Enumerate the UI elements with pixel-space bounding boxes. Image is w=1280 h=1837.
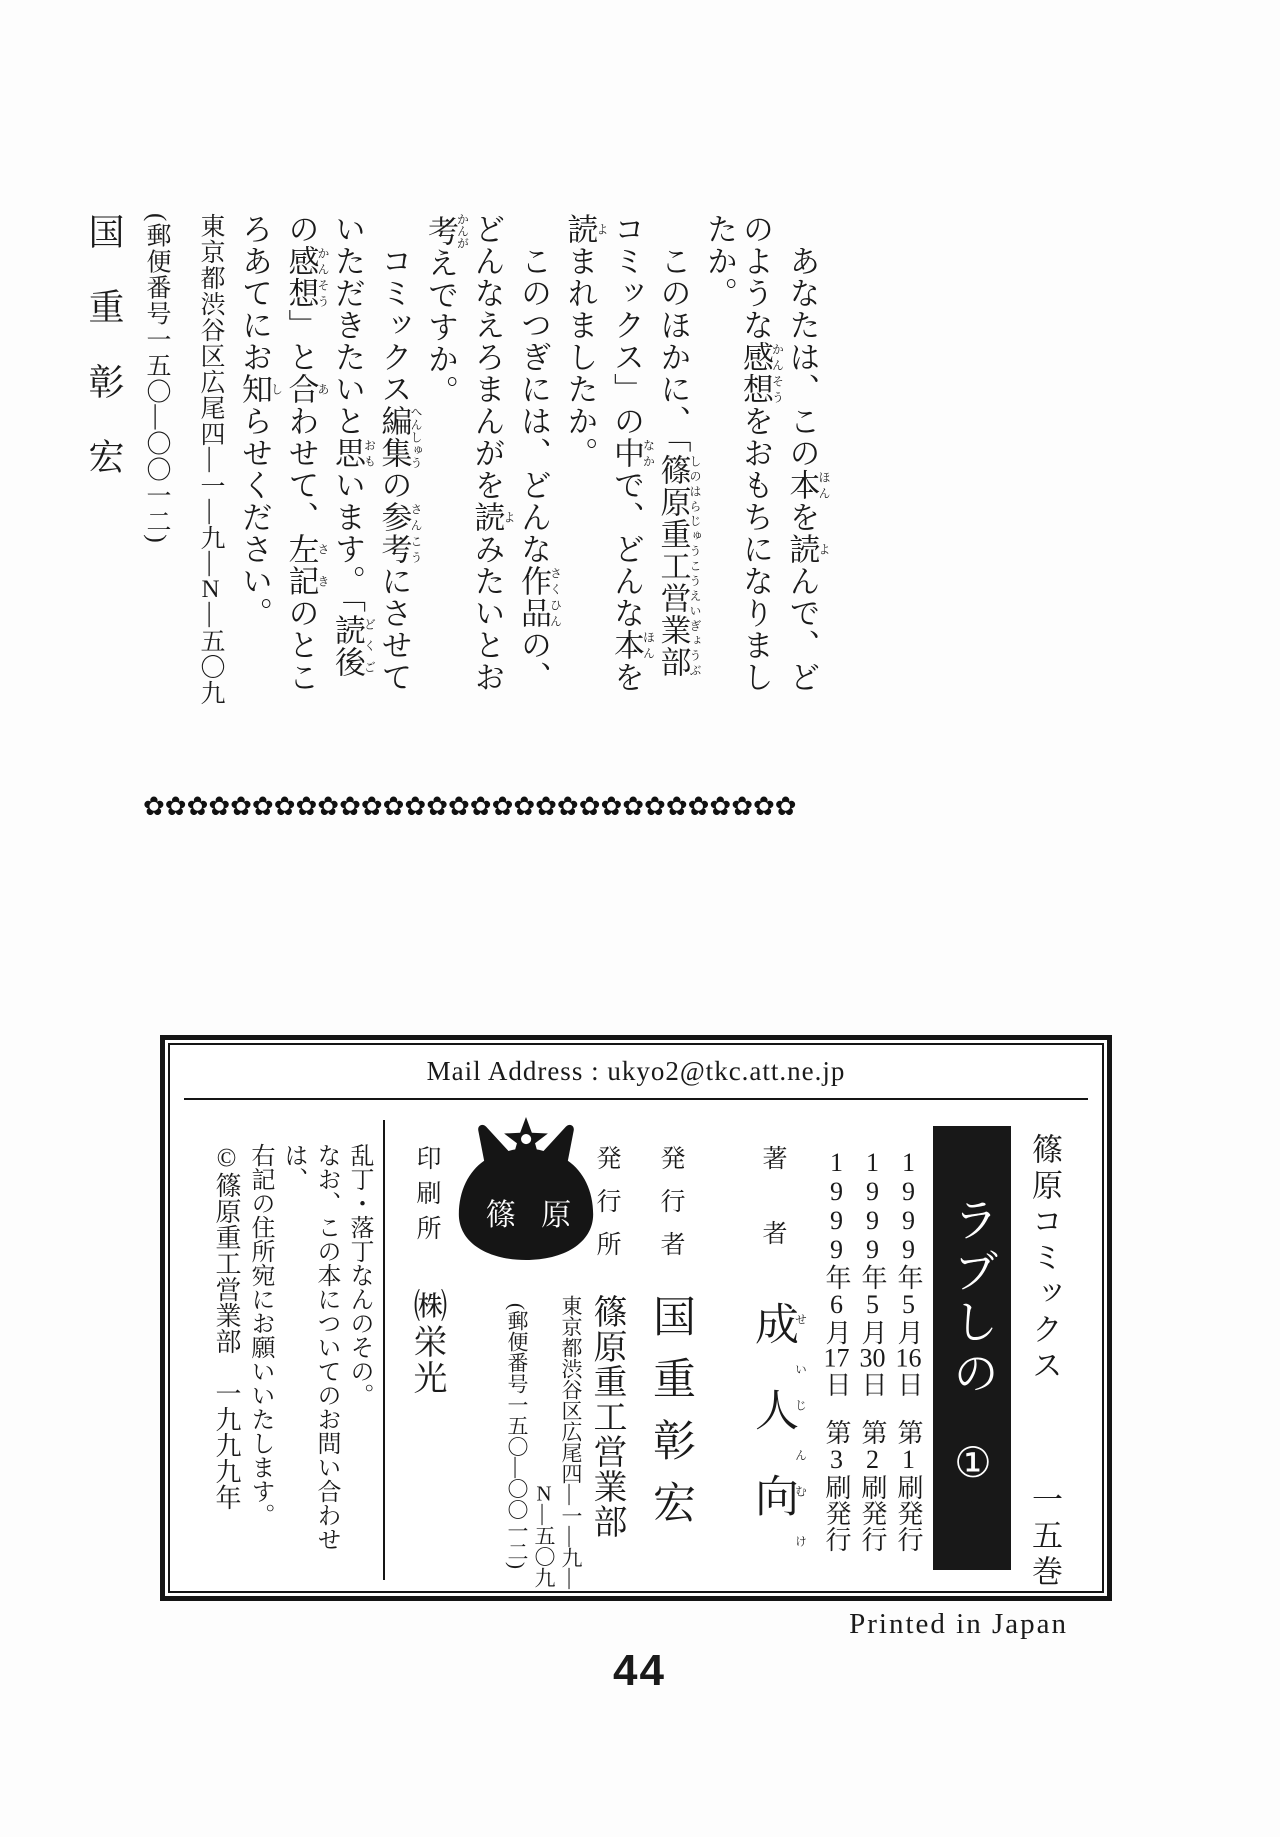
office-address-line: N―五〇九	[532, 1483, 556, 1588]
questionnaire-column: コミックス」の中なかで、どんな本ほんを	[609, 213, 656, 693]
title-block	[933, 1126, 1011, 1570]
page-number: 44	[613, 1646, 666, 1695]
questionnaire-column: あなたは、この本ほんを読よんで、ど	[784, 245, 831, 693]
shinohara-cat-logo	[453, 1114, 599, 1262]
edition-line	[854, 1148, 890, 1552]
questionnaire-column: このつぎには、どんな作品さくひんの、	[516, 245, 563, 693]
note-line: 乱丁・落丁なんのその。	[346, 1143, 372, 1407]
questionnaire-column: 考かんがえですか。	[423, 213, 470, 407]
publisher-name: 国重彰宏	[647, 1294, 694, 1542]
printer-entry	[402, 1145, 451, 1396]
questionnaire-tail	[80, 213, 236, 813]
questionnaire-column: の感想かんそう」と合あわせて、左記さきのとこ	[283, 213, 330, 693]
author-name: 成せい人じん向むけ	[748, 1301, 808, 1559]
colophon-inner-border	[168, 1043, 1104, 1593]
edition-line	[890, 1148, 926, 1552]
questionnaire-column: どんなえろまんがを読よみたいとお	[469, 213, 516, 693]
section-divider-line	[383, 1120, 385, 1580]
questionnaire-column: 読よまれましたか。	[562, 213, 609, 469]
edition-label: 第1刷発行	[894, 1419, 923, 1552]
publisher-role-label: 発行者	[657, 1145, 684, 1274]
questionnaire-column: いただきたいと思おもいます。「読後どくご	[330, 213, 377, 678]
questionnaire-column: ろあてにお知しらせください。	[237, 213, 284, 629]
volume-label: 一五巻	[1027, 1483, 1062, 1591]
book-title-number: ①	[948, 1438, 995, 1487]
office-address	[503, 1295, 584, 1589]
copyright-line: ©篠原重工営業部 一九九九年	[212, 1143, 241, 1510]
edition-dates	[818, 1148, 926, 1552]
series-name: 篠原コミックス	[1027, 1133, 1062, 1385]
office-role-label: 発行所	[593, 1145, 620, 1274]
edition-date: 1999年5月30日	[858, 1148, 887, 1397]
postal-code-line: (郵便番号一五〇―〇〇一二)	[143, 213, 170, 544]
colophon-box	[160, 1035, 1112, 1601]
mail-address-text: Mail Address : ukyo2@tkc.att.ne.jp	[426, 1056, 846, 1086]
colophon-main	[170, 1100, 1102, 1591]
questionnaire-column: たか。	[702, 213, 737, 309]
note-line: なお、この本についてのお問い合わせは、	[280, 1143, 339, 1551]
logo-char-right: 原	[541, 1197, 572, 1232]
office-name: 篠原重工営業部	[588, 1294, 625, 1539]
questionnaire-column: コミックス編集へんしゅうの参考さんこうにさせて	[376, 245, 423, 693]
questionnaire-column: このほかに、「篠原重工営業部しのはらじゅうこうえいぎょうぶ	[655, 245, 702, 678]
edition-date: 1999年5月16日	[894, 1148, 923, 1397]
printer-role-label: 印刷所	[413, 1145, 440, 1250]
mailing-address-line: 東京都渋谷区広尾四―一―九―N―五〇九	[197, 213, 224, 706]
handling-notes	[210, 1143, 375, 1591]
note-line: 右記の住所宛にお願いいたします。	[247, 1143, 273, 1527]
mail-address-row	[184, 1045, 1088, 1100]
book-title: ラブしの	[947, 1196, 998, 1400]
office-address-line: (郵便番号一五〇―〇〇一二)	[505, 1303, 529, 1569]
edition-line	[818, 1148, 854, 1552]
edition-label: 第2刷発行	[858, 1419, 887, 1552]
questionnaire-columns	[236, 213, 830, 813]
printer-name: ㈱栄光	[408, 1288, 445, 1396]
office-address-line: 東京都渋谷区広尾四―一―九―	[559, 1295, 583, 1589]
publisher-entry	[640, 1145, 701, 1542]
addressee-name: 国重彰宏	[84, 213, 124, 513]
author-role-label: 著者	[759, 1145, 786, 1295]
edition-label: 第3刷発行	[822, 1419, 851, 1552]
reader-questionnaire	[80, 213, 830, 813]
printed-in-japan: Printed in Japan	[849, 1608, 1068, 1640]
author-entry	[740, 1145, 807, 1559]
edition-date: 1999年6月17日	[822, 1148, 851, 1397]
logo-char-left: 篠	[485, 1197, 516, 1232]
questionnaire-column: のような感想かんそうをおもちになりまし	[738, 213, 785, 693]
flower-divider: ✿✿✿✿✿✿✿✿✿✿✿✿✿✿✿✿✿✿✿✿✿✿✿✿✿✿✿✿✿✿	[143, 792, 797, 822]
